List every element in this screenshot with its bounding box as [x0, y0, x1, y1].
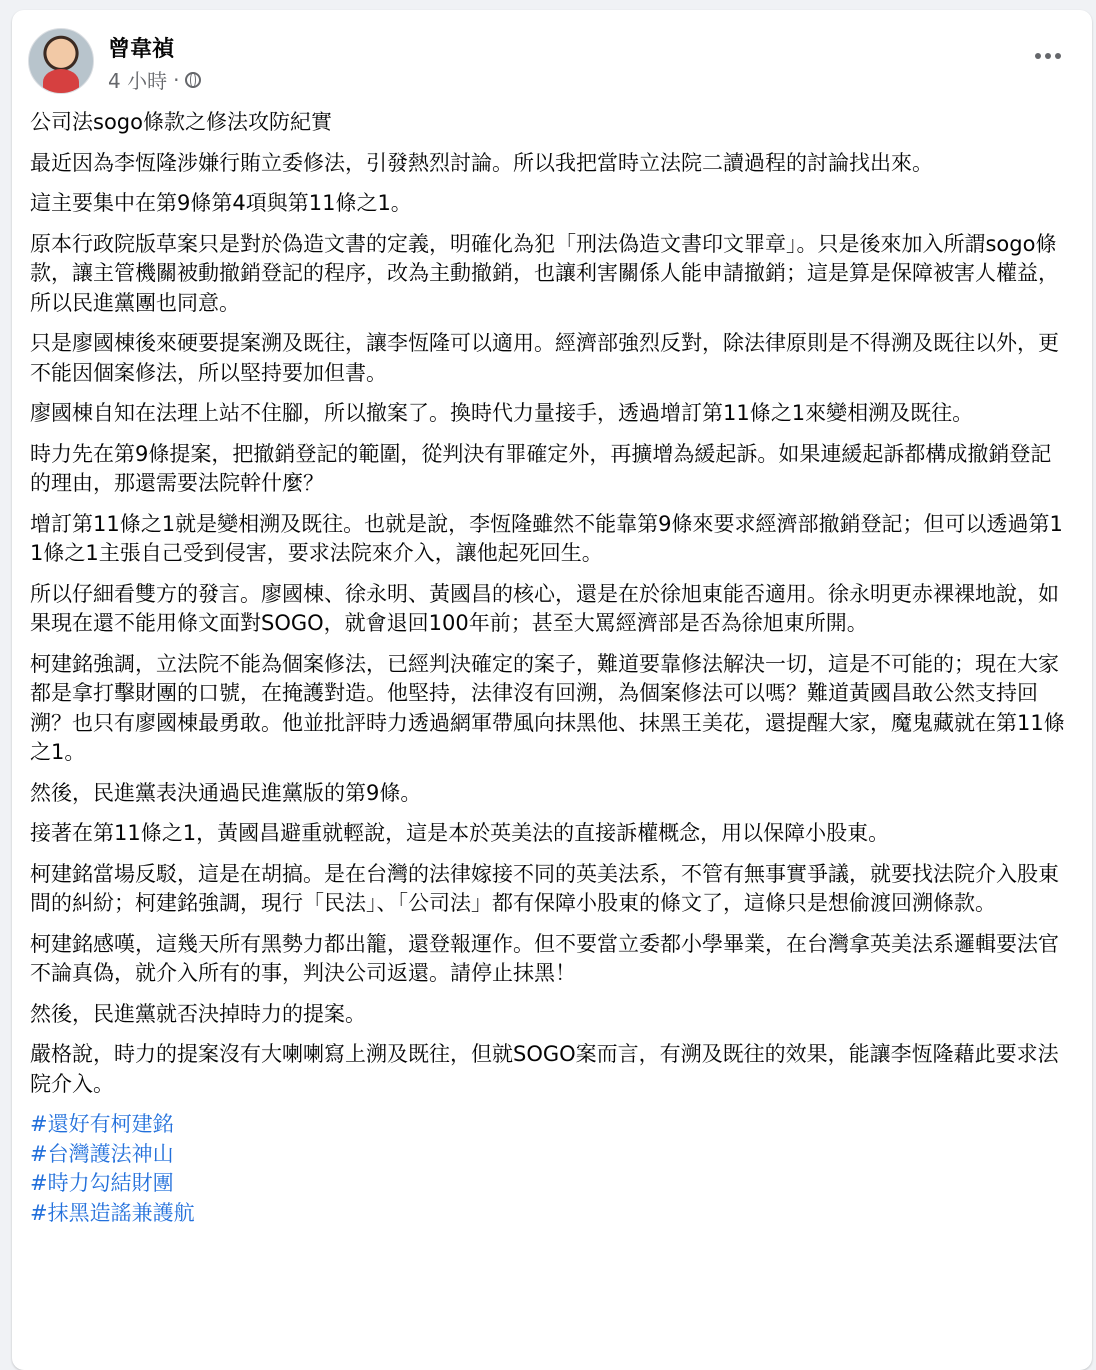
post-paragraph: 原本行政院版草案只是對於偽造文書的定義，明確化為犯「刑法偽造文書印文罪章」。只是後來加入所謂sogo條款，讓主管機關被動撤銷登記的程序，改為主動撤銷，也讓利害關係人能申請撤銷；這是算是保障被害人權益，所以民進黨團也同意。: [30, 231, 1059, 315]
post-body: [30, 108, 1070, 1228]
post-paragraph: 只是廖國棟後來硬要提案溯及既往，讓李恆隆可以適用。經濟部強烈反對，除法律原則是不得溯及既往以外，更不能因個案修法，所以堅持要加但書。: [30, 331, 1059, 385]
post-paragraph: 柯建銘感嘆，這幾天所有黑勢力都出籠，還登報運作。但不要當立委都小學畢業，在台灣拿英美法系邏輯要法官不論真偽，就介入所有的事，判決公司返還。請停止抹黑！: [30, 931, 1059, 985]
post-card: [12, 10, 1092, 1370]
hashtag-link[interactable]: #抹黑造謠兼護航: [30, 1200, 195, 1225]
more-options-button[interactable]: [1028, 42, 1068, 70]
post-paragraph: 柯建銘強調，立法院不能為個案修法，已經判決確定的案子，難道要靠修法解決一切，這是不可能的；現在大家都是拿打擊財團的口號，在掩護對造。他堅持，法律沒有回溯，為個案修法可以嗎？難道黃國昌敢公然支持回溯？也只有廖國棟最勇敢。他並批評時力透過網軍帶風向抹黑他、抹黑王美花，還提醒大家，魔鬼藏就在第11條之1。: [30, 651, 1065, 764]
post-paragraph: 嚴格說，時力的提案沒有大喇喇寫上溯及既往，但就SOGO案而言，有溯及既往的效果，能讓李恆隆藉此要求法院介入。: [30, 1042, 1059, 1096]
post-paragraph: 時力先在第9條提案，把撤銷登記的範圍，從判決有罪確定外，再擴增為緩起訴。如果連緩起訴都構成撤銷登記的理由，那還需要法院幹什麼？: [30, 441, 1052, 495]
avatar[interactable]: [28, 28, 94, 94]
post-paragraph: 廖國棟自知在法理上站不住腳，所以撤案了。換時代力量接手，透過增訂第11條之1來變相溯及既往。: [30, 401, 974, 425]
hashtag-link[interactable]: #時力勾結財團: [30, 1171, 174, 1195]
dot-icon: [1035, 53, 1041, 59]
hashtag-link[interactable]: #還好有柯建銘: [30, 1112, 174, 1136]
author-name[interactable]: 曾韋禎: [108, 37, 175, 62]
post-header: [12, 10, 1092, 100]
hashtag-list: [30, 1110, 1070, 1228]
post-paragraph: 增訂第11條之1就是變相溯及既往。也就是說，李恆隆雖然不能靠第9條來要求經濟部撤銷登記；但可以透過第11條之1主張自己受到侵害，要求法院來介入，讓他起死回生。: [30, 511, 1063, 565]
post-meta: 4 小時 ·: [108, 65, 201, 94]
post-paragraph: 所以仔細看雙方的發言。廖國棟、徐永明、黃國昌的核心，還是在於徐旭東能否適用。徐永明更赤裸裸地說，如果現在還不能用條文面對SOGO，就會退回100年前；甚至大罵經濟部是否為徐旭東所開。: [30, 581, 1059, 635]
dot-icon: [1055, 53, 1061, 59]
post-paragraph: 最近因為李恆隆涉嫌行賄立委修法，引發熱烈討論。所以我把當時立法院二讀過程的討論找出來。: [30, 150, 933, 175]
post-paragraph: 然後，民進黨表決通過民進黨版的第9條。: [30, 780, 422, 805]
hashtag-link[interactable]: #台灣護法神山: [30, 1141, 174, 1166]
post-paragraph: 這主要集中在第9條第4項與第11條之1。: [30, 191, 412, 215]
globe-icon[interactable]: [185, 72, 201, 88]
post-paragraph: 然後，民進黨就否決掉時力的提案。: [30, 1001, 366, 1026]
post-paragraph: 柯建銘當場反駁，這是在胡搞。是在台灣的法律嫁接不同的英美法系，不管有無事實爭議，就要找法院介入股東間的糾紛；柯建銘強調，現行「民法」、「公司法」都有保障小股東的條文了，這條只是想偷渡回溯條款。: [30, 861, 1059, 915]
post-timestamp[interactable]: 4 小時: [108, 69, 168, 93]
post-paragraph: 接著在第11條之1，黃國昌避重就輕說，這是本於英美法的直接訴權概念，用以保障小股東。: [30, 821, 890, 845]
post-paragraph: 公司法sogo條款之修法攻防紀實: [30, 110, 332, 134]
dot-icon: [1045, 53, 1051, 59]
